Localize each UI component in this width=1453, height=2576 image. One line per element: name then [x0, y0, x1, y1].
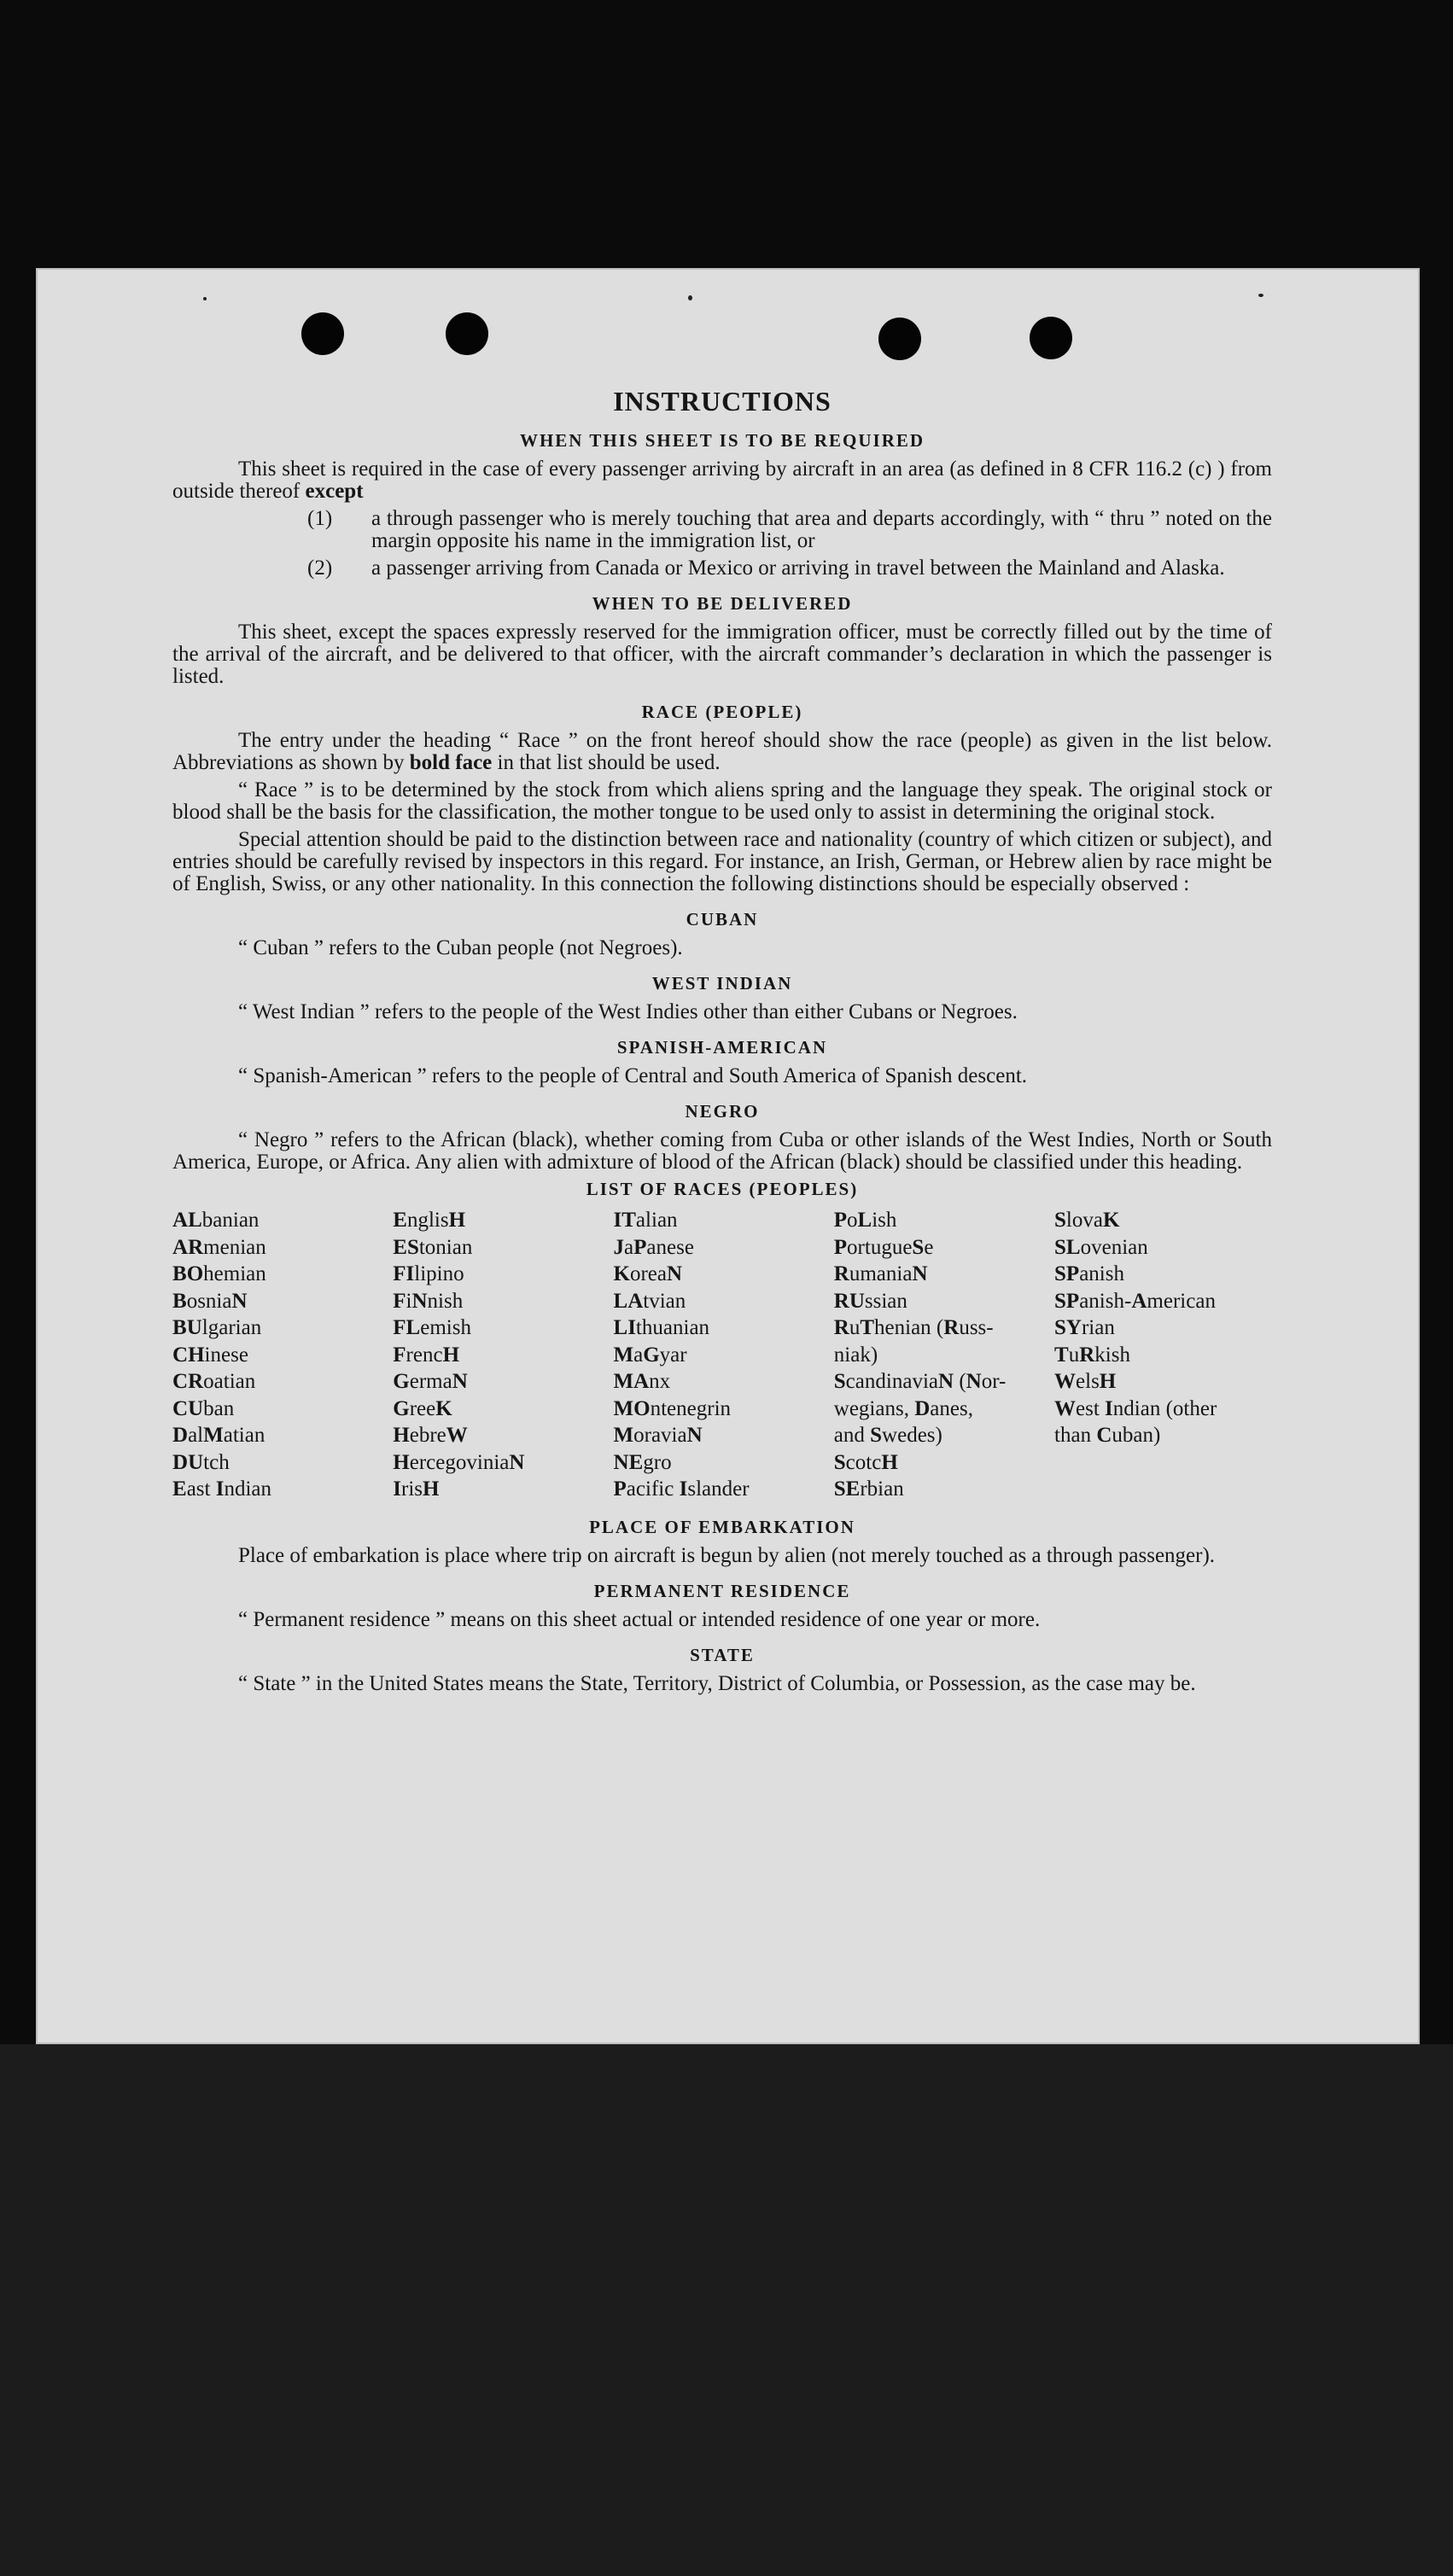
- race-entry: TuRkish: [1054, 1343, 1130, 1367]
- race-entry: MaGyar: [613, 1343, 687, 1367]
- paragraph: “ West Indian ” refers to the people of the West Indies other than either Cubans or Negroes.: [238, 1000, 1018, 1023]
- race-entry: MOntenegrin: [613, 1396, 732, 1420]
- item-text: a passenger arriving from Canada or Mexico or arriving in travel between the Mainland and Alaska.: [371, 557, 1225, 580]
- race-entry: FLemish: [393, 1316, 471, 1339]
- paragraph: “ Cuban ” refers to the Cuban people (not Negroes).: [238, 936, 683, 959]
- race-entry: DalMatian: [172, 1424, 266, 1447]
- race-entry: PoLish: [833, 1209, 897, 1232]
- race-entry: EnglisH: [393, 1209, 466, 1232]
- paragraph: “ Permanent residence ” means on this sheet actual or intended residence of one year or more.: [238, 1607, 1041, 1631]
- race-entry: than Cuban): [1054, 1424, 1161, 1447]
- section-heading: RACE (PEOPLE): [641, 702, 803, 722]
- scan-speck: [1258, 294, 1263, 297]
- section-heading: PLACE OF EMBARKATION: [589, 1516, 855, 1537]
- race-entry: SPanish: [1054, 1262, 1124, 1285]
- race-entry: ScandinaviaN (Nor-: [833, 1370, 1007, 1393]
- race-entry: HebreW: [393, 1424, 468, 1447]
- race-entry: BosniaN: [172, 1289, 248, 1313]
- race-entry: IrisH: [393, 1477, 440, 1501]
- race-entry: SYrian: [1054, 1316, 1115, 1339]
- race-entry: RUssian: [833, 1289, 907, 1313]
- race-entry: WelsH: [1054, 1370, 1117, 1393]
- list-item: [172, 557, 1272, 580]
- scan-speck: [203, 297, 207, 300]
- race-entry: ARmenian: [172, 1235, 266, 1259]
- section-heading: WHEN THIS SHEET IS TO BE REQUIRED: [519, 430, 925, 451]
- race-entry: NEgro: [613, 1450, 672, 1474]
- race-entry: LIthuanian: [613, 1316, 710, 1339]
- paragraph: “ State ” in the United States means the State, Territory, District of Columbia, or Possession, as the case may be.: [238, 1671, 1196, 1695]
- paragraph: Special attention should be paid to the distinction between race and nationality (country of which citizen or subject), and entries should be carefully revised by inspectors in this regard. For instance, an Irish, German, or Hebrew alien by race might be of English, Swiss, or any other nationality. In this connection the following distinctions should be especially observed :: [172, 828, 1272, 895]
- races-column: [834, 1207, 1052, 1503]
- race-entry: PortugueSe: [833, 1235, 934, 1259]
- race-entry: JaPanese: [613, 1235, 694, 1259]
- race-entry: GermaN: [393, 1370, 468, 1393]
- race-entry: EStonian: [393, 1235, 473, 1259]
- item-text: a through passenger who is merely touching that area and departs accordingly, with “ thru ” noted on the margin opposite his name in the immigration list, or: [371, 507, 1272, 552]
- race-entry: SLovenian: [1054, 1235, 1148, 1259]
- item-number: (1): [307, 507, 333, 530]
- race-entry: FiNnish: [393, 1289, 464, 1313]
- race-entry: ScotcH: [833, 1450, 898, 1474]
- race-entry: RumaniaN: [833, 1262, 928, 1285]
- section-heading: WEST INDIAN: [651, 973, 793, 994]
- section-heading: WHEN TO BE DELIVERED: [592, 593, 853, 614]
- race-entry: ALbanian: [172, 1209, 260, 1232]
- section-heading: PERMANENT RESIDENCE: [593, 1580, 851, 1601]
- race-entry: SErbian: [833, 1477, 904, 1501]
- race-entry: SPanish-American: [1054, 1289, 1216, 1313]
- instructions-content: [172, 386, 1272, 1700]
- race-entry: BOhemian: [172, 1262, 266, 1285]
- paragraph: Place of embarkation is place where trip on aircraft is begun by alien (not merely touched as a through passenger).: [238, 1543, 1216, 1567]
- race-entry: BUlgarian: [172, 1316, 262, 1339]
- document-page: [38, 270, 1418, 2043]
- races-column: [172, 1207, 390, 1503]
- section-heading: CUBAN: [686, 909, 759, 930]
- section-heading: NEGRO: [685, 1101, 760, 1122]
- race-entry: DUtch: [172, 1450, 230, 1474]
- item-number: (2): [307, 557, 333, 580]
- race-entry: HercegoviniaN: [393, 1450, 525, 1474]
- race-entry: KoreaN: [613, 1262, 683, 1285]
- race-entry: East Indian: [172, 1477, 272, 1501]
- paragraph: “ Negro ” refers to the African (black), whether coming from Cuba or other islands of the West Indies, North or South America, Europe, or Africa. Any alien with admixture of blood of the African (black) should be classified under this heading.: [172, 1128, 1272, 1174]
- section-heading: STATE: [690, 1644, 755, 1665]
- race-entry: GreeK: [393, 1396, 452, 1420]
- race-entry: RuThenian (Russ-: [833, 1316, 994, 1339]
- race-entry: CHinese: [172, 1343, 248, 1367]
- paragraph: “ Spanish-American ” refers to the people of Central and South America of Spanish descent.: [238, 1064, 1028, 1087]
- race-entry: and Swedes): [833, 1424, 942, 1447]
- races-column: [393, 1207, 610, 1503]
- race-entry: FIlipino: [393, 1262, 464, 1285]
- paragraph: The entry under the heading “ Race ” on the front hereof should show the race (people) as given in the list below. Abbreviations as shown by bold face in that list should be used.: [172, 729, 1272, 774]
- section-heading: SPANISH-AMERICAN: [616, 1037, 828, 1058]
- races-heading: LIST OF RACES (PEOPLES): [586, 1179, 859, 1199]
- races-column: [614, 1207, 832, 1503]
- race-entry: niak): [833, 1343, 878, 1367]
- race-entry: wegians, Danes,: [833, 1396, 973, 1420]
- page-title: INSTRUCTIONS: [613, 386, 832, 417]
- punch-hole: [1030, 317, 1072, 359]
- races-list: [172, 1207, 1272, 1503]
- race-entry: CRoatian: [172, 1370, 256, 1393]
- punch-hole: [446, 312, 488, 355]
- race-entry: MoraviaN: [613, 1424, 703, 1447]
- race-entry: FrencH: [393, 1343, 460, 1367]
- list-item: [172, 508, 1272, 552]
- scan-lower-band: [0, 2044, 1453, 2576]
- punch-hole: [878, 318, 921, 360]
- race-entry: ITalian: [613, 1209, 678, 1232]
- paragraph: This sheet, except the spaces expressly reserved for the immigration officer, must be correctly filled out by the time of the arrival of the aircraft, and be delivered to that officer, with the aircraft commander’s declaration in which the passenger is listed.: [172, 621, 1272, 688]
- race-entry: SlovaK: [1054, 1209, 1120, 1232]
- race-entry: LAtvian: [613, 1289, 686, 1313]
- scan-speck: [688, 295, 692, 300]
- paragraph: This sheet is required in the case of every passenger arriving by aircraft in an area (as defined in 8 CFR 116.2 (c) ) from outside thereof except: [172, 458, 1272, 503]
- races-column: [1054, 1207, 1272, 1503]
- race-entry: MAnx: [613, 1370, 671, 1393]
- race-entry: Pacific Islander: [613, 1477, 750, 1501]
- race-entry: West Indian (other: [1054, 1396, 1217, 1420]
- punch-hole: [301, 312, 344, 355]
- paragraph: “ Race ” is to be determined by the stock from which aliens spring and the language they speak. The original stock or blood shall be the basis for the classification, the mother tongue to be used only to assist in determining the original stock.: [172, 778, 1272, 824]
- race-entry: CUban: [172, 1396, 235, 1420]
